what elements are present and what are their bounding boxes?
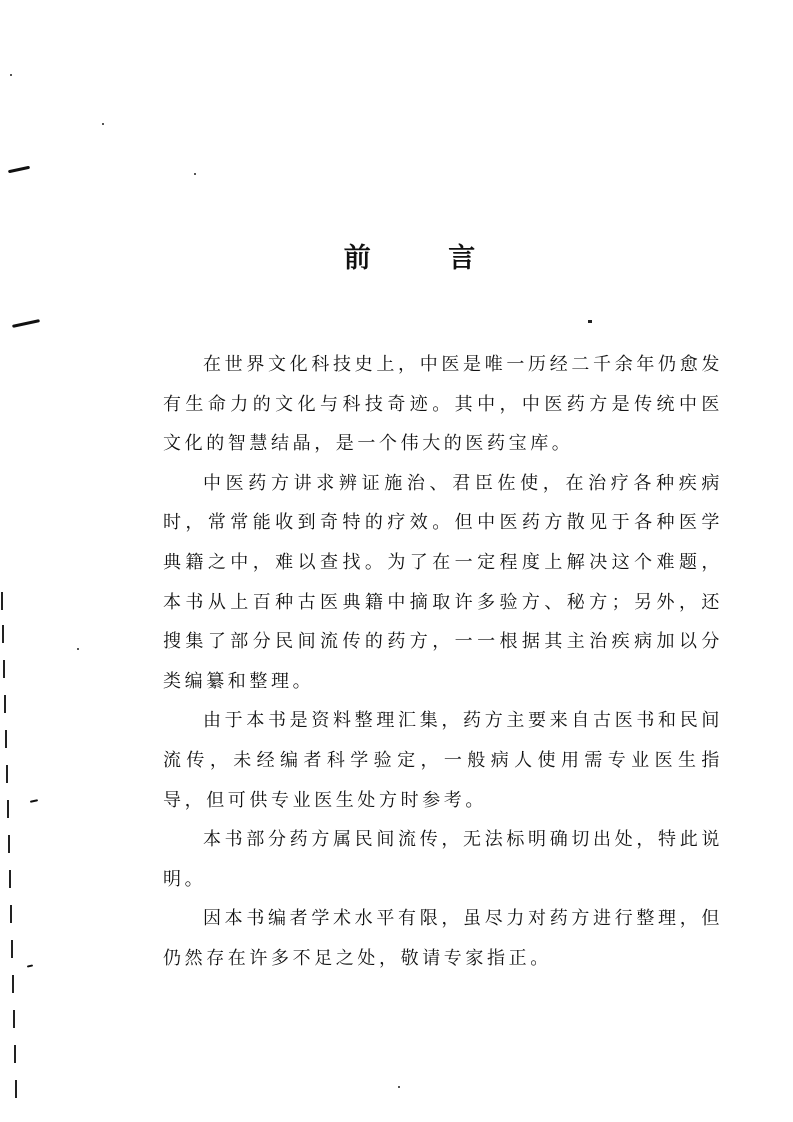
scan-mark	[8, 166, 30, 174]
scan-speck	[77, 648, 79, 650]
scan-speck	[10, 74, 12, 76]
paragraph-1: 在世界文化科技史上，中医是唯一历经二千余年仍愈发有生命力的文化与科技奇迹。其中，中医药方是传统中医文化的智慧结晶，是一个伟大的医药宝库。	[163, 354, 723, 455]
paragraph-2: 中医药方讲求辨证施治、君臣佐使，在治疗各种疾病时，常常能收到奇特的疗效。但中医药方散见于各种医学典籍之中，难以查找。为了在一定程度上解决这个难题，本书从上百种古医典籍中摘取许多验方、秘方；另外，还搜集了部分民间流传的药方，一一根据其主治疾病加以分类编纂和整理。	[163, 472, 723, 692]
scan-edge-line	[1, 592, 3, 610]
scan-edge-line	[3, 660, 5, 678]
scan-speck	[102, 123, 104, 125]
scan-edge-line	[4, 695, 6, 713]
scan-edge-line	[8, 835, 10, 853]
scan-mark	[30, 799, 38, 803]
scan-edge-line	[13, 1010, 15, 1028]
scan-edge-line	[5, 730, 7, 748]
scan-edge-line	[11, 940, 13, 958]
scan-speck	[194, 173, 196, 175]
scan-edge-line	[12, 975, 14, 993]
paragraph-3: 由于本书是资料整理汇集，药方主要来自古医书和民间流传，未经编者科学验定，一般病人使用需专业医生指导，但可供专业医生处方时参考。	[163, 710, 723, 811]
scan-speck	[588, 320, 592, 323]
preface-body	[163, 345, 723, 979]
scan-mark	[27, 964, 33, 967]
scan-speck	[398, 1086, 400, 1088]
page-title: 前 言	[343, 243, 510, 274]
scan-edge-line	[9, 870, 11, 888]
scan-edge-line	[15, 1080, 17, 1098]
scan-edge-line	[2, 625, 4, 643]
paragraph-4: 本书部分药方属民间流传，无法标明确切出处，特此说明。	[163, 829, 723, 890]
scan-mark	[12, 319, 40, 328]
scan-edge-line	[7, 800, 9, 818]
scan-edge-line	[6, 765, 8, 783]
paragraph-5: 因本书编者学术水平有限，虽尽力对药方进行整理，但仍然存在许多不足之处，敬请专家指正。	[163, 908, 723, 969]
scan-edge-line	[14, 1045, 16, 1063]
scan-edge-line	[10, 905, 12, 923]
